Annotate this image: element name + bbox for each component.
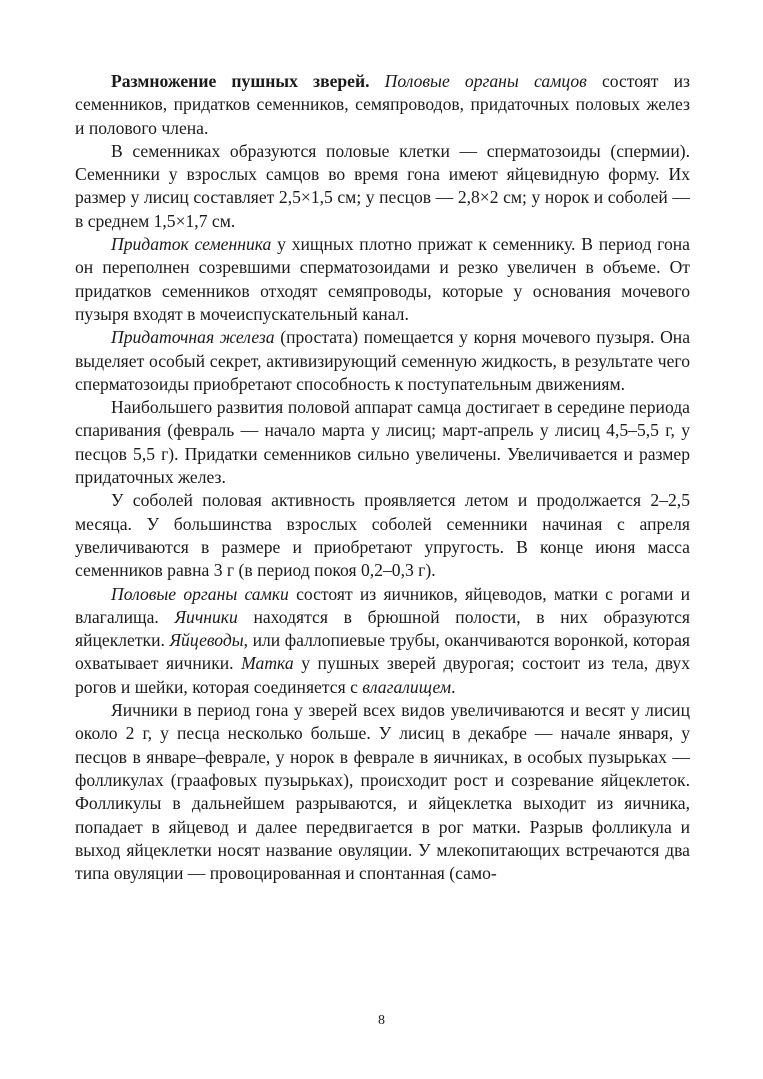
term-oviducts: Яйцеводы (169, 630, 244, 651)
paragraph-1-text: состоят из семенников, придатков семенников, семяпроводов, придаточных половых желез и полового члена. (75, 71, 690, 138)
term-female-organs: Половые органы самки (111, 583, 289, 604)
paragraph-4 (75, 326, 690, 396)
section-heading: Размножение пушных зверей. (111, 71, 370, 91)
paragraph-3-text: у хищных плотно прижат к семеннику. В период гона он переполнен созревшими сперматозоидами и резко увеличен в объеме. От придатков семенников отходят семяпроводы, которые у основания мочевого пузыря входят в мочеиспускательный канал. (75, 234, 690, 324)
term-accessory-gland: Придаточная железа (111, 327, 275, 348)
paragraph-7-text-d: у пушных зверей двурогая; состоит из тела, двух рогов и шейки, которая соединяется с (75, 653, 690, 697)
term-epididymis: Придаток семенника (111, 234, 272, 255)
paragraph-7-text-e: . (451, 676, 456, 697)
paragraph-3 (75, 233, 690, 326)
paragraph-7-text-c: , или фаллопиевые трубы, оканчиваются воронкой, которая охватывает яичники. (75, 630, 690, 674)
page-body (75, 70, 690, 885)
paragraph-7-text-b: находятся в брюшной полости, в них образуются яйцеклетки. (75, 606, 690, 651)
page-number: 8 (378, 1013, 385, 1028)
term-ovaries: Яичники (174, 606, 238, 627)
term-male-organs: Половые органы самцов (384, 71, 587, 91)
term-vagina: влагалищем (362, 676, 452, 697)
paragraph-7 (75, 583, 690, 699)
paragraph-2: В семенниках образуются половые клетки — сперматозоиды (спермии). Семенники у взрослых самцов во время гона имеют яйцевидную форму. Их размер у лисиц составляет 2,5×1,5 см; у песцов — 2,8×2 см; у норок и соболей — в среднем 1,5×1,7 см. (75, 140, 690, 231)
paragraph-1 (75, 70, 690, 140)
paragraph-6: У соболей половая активность проявляется летом и продолжается 2–2,5 месяца. У большинства взрослых соболей семенники начиная с апреля увеличиваются в размере и приобретают упругость. В конце июня масса семенников равна 3 г (в период покоя 0,2–0,3 г). (75, 490, 690, 581)
paragraph-8: Яичники в период гона у зверей всех видов увеличиваются и весят у лисиц около 2 г, у песца несколько больше. У лисиц в декабре — начале января, у песцов в январе–феврале, у норок в феврале в яичниках, в особых пузырьках — фолликулах (граафовых пузырьках), происходит рост и созревание яйцеклеток. Фолликулы в дальнейшем разрываются, и яйцеклетка выходит из яичника, попадает в яйцевод и далее передвигается в рог матки. Разрыв фолликула и выход яйцеклетки носят название овуляции. У млекопитающих встречаются два типа овуляции — провоцированная и спонтанная (само- (75, 700, 690, 884)
term-uterus: Матка (241, 653, 294, 674)
paragraph-7-text-a: состоят из яичников, яйцеводов, матки с рогами и влагалища. (75, 583, 690, 627)
paragraph-4-text: (простата) помещается у корня мочевого пузыря. Она выделяет особый секрет, активизирующий семенную жидкость, в результате чего сперматозоиды приобретают способность к поступательным движениям. (75, 327, 691, 394)
paragraph-5: Наибольшего развития половой аппарат самца достигает в середине периода спаривания (февраль — начало марта у лисиц; март-апрель у лисиц 4,5–5,5 г, у песцов 5,5 г). Придатки семенников сильно увеличены. Увеличивается и размер придаточных желез. (75, 397, 690, 488)
